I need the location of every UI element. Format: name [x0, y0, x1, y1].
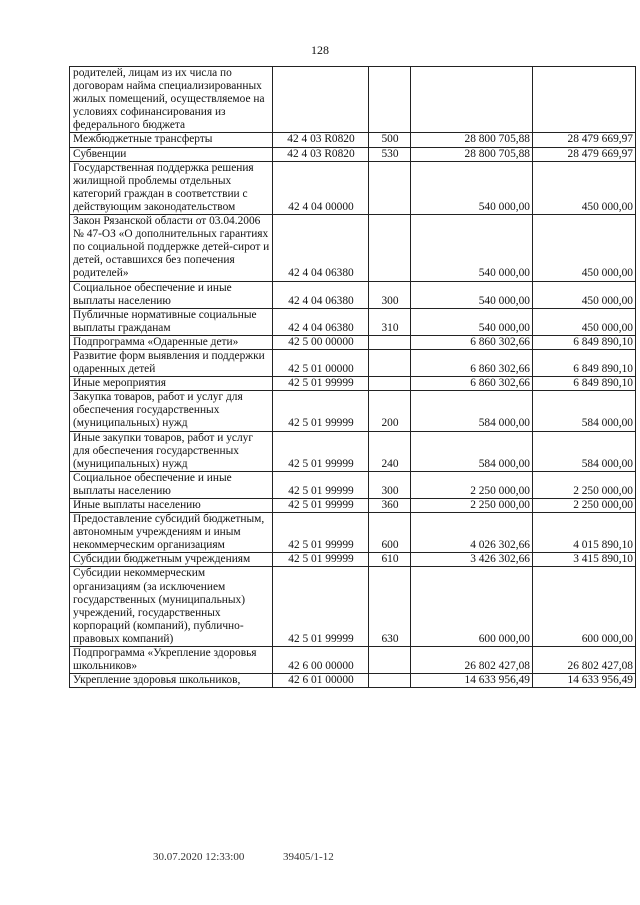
cell-csr: 42 4 04 00000 — [273, 161, 369, 214]
cell-amount-year1: 540 000,00 — [411, 215, 533, 281]
table-row — [70, 513, 636, 553]
cell-csr: 42 6 01 00000 — [273, 674, 369, 688]
cell-vr: 240 — [369, 431, 411, 471]
page-number: 128 — [311, 43, 329, 57]
table-row — [70, 133, 636, 147]
cell-vr — [369, 335, 411, 349]
cell-vr: 600 — [369, 513, 411, 553]
table-row — [70, 471, 636, 498]
cell-csr: 42 4 04 06380 — [273, 308, 369, 335]
cell-amount-year2: 4 015 890,10 — [533, 513, 636, 553]
cell-vr: 630 — [369, 567, 411, 647]
cell-csr: 42 6 00 00000 — [273, 647, 369, 674]
cell-vr — [369, 67, 411, 133]
cell-amount-year2 — [533, 67, 636, 133]
cell-amount-year2: 450 000,00 — [533, 281, 636, 308]
cell-name: Иные мероприятия — [70, 377, 273, 391]
cell-amount-year1: 540 000,00 — [411, 161, 533, 214]
cell-amount-year2: 2 250 000,00 — [533, 499, 636, 513]
cell-amount-year1: 584 000,00 — [411, 431, 533, 471]
table-row — [70, 567, 636, 647]
cell-csr: 42 4 03 R0820 — [273, 133, 369, 147]
cell-name: Иные закупки товаров, работ и услуг для обеспечения государственных (муниципальных) нужд — [70, 431, 273, 471]
cell-amount-year2: 584 000,00 — [533, 391, 636, 431]
table-row — [70, 215, 636, 281]
table-row — [70, 281, 636, 308]
cell-vr: 610 — [369, 553, 411, 567]
cell-vr — [369, 349, 411, 376]
cell-amount-year1: 6 860 302,66 — [411, 377, 533, 391]
cell-amount-year2: 28 479 669,97 — [533, 133, 636, 147]
cell-csr: 42 5 01 99999 — [273, 391, 369, 431]
cell-amount-year2: 584 000,00 — [533, 431, 636, 471]
cell-name: Закон Рязанской области от 03.04.2006 № 47-ОЗ «О дополнительных гарантиях по социальной поддержке детей-сирот и детей, оставшихся без попечения родителей» — [70, 215, 273, 281]
table-row — [70, 335, 636, 349]
table-row — [70, 377, 636, 391]
cell-name: Подпрограмма «Одаренные дети» — [70, 335, 273, 349]
cell-name: Укрепление здоровья школьников, — [70, 674, 273, 688]
cell-csr: 42 4 04 06380 — [273, 281, 369, 308]
cell-amount-year1: 584 000,00 — [411, 391, 533, 431]
table-row — [70, 499, 636, 513]
cell-name: Подпрограмма «Укрепление здоровья школьников» — [70, 647, 273, 674]
table-row — [70, 308, 636, 335]
cell-name: Предоставление субсидий бюджетным, автономным учреждениям и иным некоммерческим организациям — [70, 513, 273, 553]
cell-amount-year1: 540 000,00 — [411, 281, 533, 308]
cell-csr: 42 5 01 99999 — [273, 513, 369, 553]
cell-amount-year1: 28 800 705,88 — [411, 133, 533, 147]
cell-csr: 42 4 04 06380 — [273, 215, 369, 281]
cell-vr — [369, 215, 411, 281]
cell-name: Субвенции — [70, 147, 273, 161]
table-row — [70, 647, 636, 674]
cell-csr: 42 5 01 00000 — [273, 349, 369, 376]
cell-amount-year2: 2 250 000,00 — [533, 471, 636, 498]
cell-amount-year2: 26 802 427,08 — [533, 647, 636, 674]
cell-amount-year2: 3 415 890,10 — [533, 553, 636, 567]
table-row — [70, 161, 636, 214]
cell-vr — [369, 647, 411, 674]
cell-amount-year2: 450 000,00 — [533, 215, 636, 281]
table-row — [70, 67, 636, 133]
cell-amount-year2: 6 849 890,10 — [533, 349, 636, 376]
budget-table — [69, 66, 636, 688]
cell-vr: 310 — [369, 308, 411, 335]
cell-amount-year1: 6 860 302,66 — [411, 335, 533, 349]
cell-vr — [369, 377, 411, 391]
cell-amount-year1 — [411, 67, 533, 133]
cell-amount-year1: 4 026 302,66 — [411, 513, 533, 553]
cell-csr: 42 4 03 R0820 — [273, 147, 369, 161]
cell-vr: 300 — [369, 281, 411, 308]
cell-name: Субсидии некоммерческим организациям (за исключением государственных (муниципальных) учреждений, государственных корпораций (компаний), публично-правовых компаний) — [70, 567, 273, 647]
cell-csr: 42 5 01 99999 — [273, 471, 369, 498]
cell-name: Закупка товаров, работ и услуг для обеспечения государственных (муниципальных) нужд — [70, 391, 273, 431]
cell-csr: 42 5 01 99999 — [273, 553, 369, 567]
cell-name: Социальное обеспечение и иные выплаты населению — [70, 281, 273, 308]
table-row — [70, 431, 636, 471]
cell-amount-year2: 450 000,00 — [533, 308, 636, 335]
cell-vr: 500 — [369, 133, 411, 147]
cell-amount-year1: 28 800 705,88 — [411, 147, 533, 161]
cell-amount-year1: 540 000,00 — [411, 308, 533, 335]
cell-amount-year2: 6 849 890,10 — [533, 377, 636, 391]
cell-name: Иные выплаты населению — [70, 499, 273, 513]
table-row — [70, 674, 636, 688]
cell-name: Публичные нормативные социальные выплаты гражданам — [70, 308, 273, 335]
cell-csr: 42 5 01 99999 — [273, 567, 369, 647]
cell-vr: 200 — [369, 391, 411, 431]
table-row — [70, 553, 636, 567]
table-row — [70, 391, 636, 431]
cell-amount-year2: 450 000,00 — [533, 161, 636, 214]
cell-amount-year1: 14 633 956,49 — [411, 674, 533, 688]
cell-name: Развитие форм выявления и поддержки одаренных детей — [70, 349, 273, 376]
cell-name: родителей, лицам из их числа по договорам найма специализированных жилых помещений, осуществляемое на условиях софинансирования из федерального бюджета — [70, 67, 273, 133]
cell-vr: 530 — [369, 147, 411, 161]
footer-timestamp: 30.07.2020 12:33:00 — [153, 851, 245, 863]
cell-vr: 360 — [369, 499, 411, 513]
cell-vr — [369, 674, 411, 688]
cell-amount-year1: 26 802 427,08 — [411, 647, 533, 674]
cell-name: Межбюджетные трансферты — [70, 133, 273, 147]
cell-vr — [369, 161, 411, 214]
cell-csr: 42 5 01 99999 — [273, 377, 369, 391]
cell-csr: 42 5 00 00000 — [273, 335, 369, 349]
cell-name: Государственная поддержка решения жилищной проблемы отдельных категорий граждан в соответствии с действующим законодательством — [70, 161, 273, 214]
cell-amount-year2: 28 479 669,97 — [533, 147, 636, 161]
cell-name: Субсидии бюджетным учреждениям — [70, 553, 273, 567]
cell-csr — [273, 67, 369, 133]
cell-amount-year2: 14 633 956,49 — [533, 674, 636, 688]
table-row — [70, 349, 636, 376]
cell-amount-year1: 600 000,00 — [411, 567, 533, 647]
cell-amount-year1: 3 426 302,66 — [411, 553, 533, 567]
cell-amount-year1: 2 250 000,00 — [411, 499, 533, 513]
cell-vr: 300 — [369, 471, 411, 498]
table-row — [70, 147, 636, 161]
cell-amount-year1: 6 860 302,66 — [411, 349, 533, 376]
cell-amount-year2: 6 849 890,10 — [533, 335, 636, 349]
cell-csr: 42 5 01 99999 — [273, 431, 369, 471]
cell-csr: 42 5 01 99999 — [273, 499, 369, 513]
footer-doc-code: 39405/1-12 — [283, 851, 334, 863]
cell-name: Социальное обеспечение и иные выплаты населению — [70, 471, 273, 498]
cell-amount-year1: 2 250 000,00 — [411, 471, 533, 498]
budget-table-body — [70, 67, 636, 688]
cell-amount-year2: 600 000,00 — [533, 567, 636, 647]
